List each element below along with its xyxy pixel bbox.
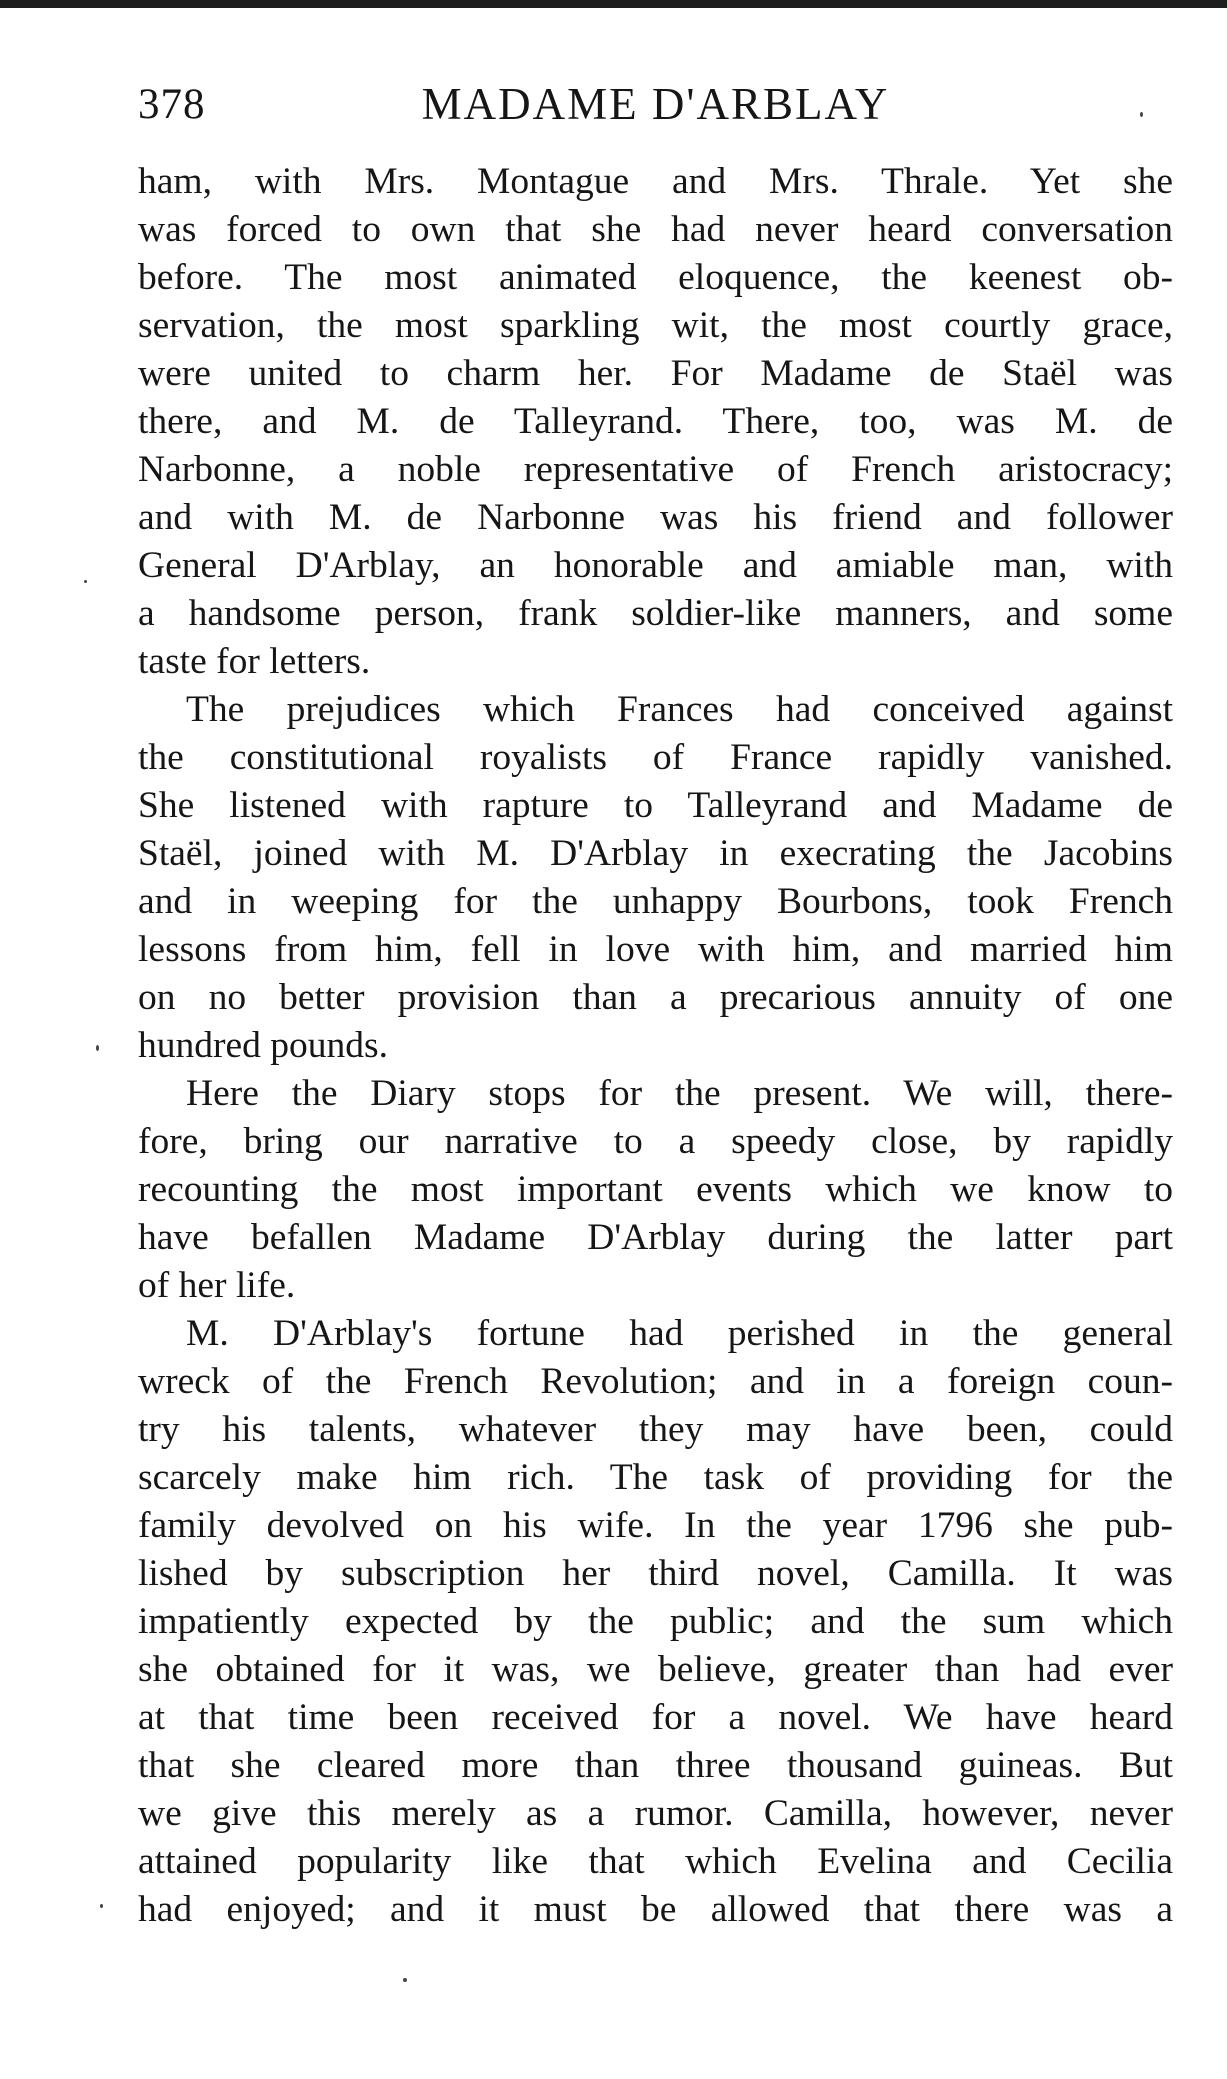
text-line: lessons from him, fell in love with him, and married him xyxy=(138,929,1173,970)
text-line: and in weeping for the unhappy Bourbons, took French xyxy=(138,881,1173,922)
text-line: and with M. de Narbonne was his friend and follower xyxy=(138,497,1173,538)
scan-speck xyxy=(403,1978,407,1982)
paragraph-first-line: Here the Diary stops for the present. We will, there- xyxy=(186,1073,1173,1114)
text-line: servation, the most sparkling wit, the most courtly grace, xyxy=(138,305,1173,346)
scan-speck xyxy=(84,580,87,583)
body-text xyxy=(138,158,1173,1934)
text-line: had enjoyed; and it must be allowed that there was a xyxy=(138,1889,1173,1930)
text-line: we give this merely as a rumor. Camilla, however, never xyxy=(138,1793,1173,1834)
scan-speck xyxy=(100,1904,103,1908)
text-line: ham, with Mrs. Montague and Mrs. Thrale. Yet she xyxy=(138,161,1173,202)
text-line: have befallen Madame D'Arblay during the latter part xyxy=(138,1217,1173,1258)
text-line: lished by subscription her third novel, Camilla. It was xyxy=(138,1553,1173,1594)
text-line: fore, bring our narrative to a speedy close, by rapidly xyxy=(138,1121,1173,1162)
top-edge-rule xyxy=(0,0,1227,8)
text-line: was forced to own that she had never heard conversation xyxy=(138,209,1173,250)
text-line: hundred pounds. xyxy=(138,1025,388,1066)
text-line: that she cleared more than three thousand guineas. But xyxy=(138,1745,1173,1786)
text-line: scarcely make him rich. The task of providing for the xyxy=(138,1457,1173,1498)
paragraph-first-line: The prejudices which Frances had conceived against xyxy=(186,689,1173,730)
paragraph-first-line: M. D'Arblay's fortune had perished in the general xyxy=(186,1313,1173,1354)
text-line: impatiently expected by the public; and the sum which xyxy=(138,1601,1173,1642)
page-header xyxy=(138,78,1173,138)
text-line: were united to charm her. For Madame de Staël was xyxy=(138,353,1173,394)
text-line: taste for letters. xyxy=(138,641,371,682)
text-line: Staël, joined with M. D'Arblay in execrating the Jacobins xyxy=(138,833,1173,874)
text-line: wreck of the French Revolution; and in a foreign coun- xyxy=(138,1361,1173,1402)
text-line: try his talents, whatever they may have been, could xyxy=(138,1409,1173,1450)
text-line: before. The most animated eloquence, the keenest ob- xyxy=(138,257,1173,298)
text-line: attained popularity like that which Evelina and Cecilia xyxy=(138,1841,1173,1882)
text-line: family devolved on his wife. In the year 1796 she pub- xyxy=(138,1505,1173,1546)
text-line: a handsome person, frank soldier-like manners, and some xyxy=(138,593,1173,634)
text-line: recounting the most important events which we know to xyxy=(138,1169,1173,1210)
running-head: MADAME D'ARBLAY xyxy=(421,79,890,129)
scan-speck xyxy=(1140,112,1143,117)
text-line: Narbonne, a noble representative of French aristocracy; xyxy=(138,449,1173,490)
text-line: on no better provision than a precarious annuity of one xyxy=(138,977,1173,1018)
scan-speck xyxy=(96,1045,99,1051)
text-line: of her life. xyxy=(138,1265,296,1306)
text-line: the constitutional royalists of France rapidly vanished. xyxy=(138,737,1173,778)
text-line: at that time been received for a novel. We have heard xyxy=(138,1697,1173,1738)
page-number: 378 xyxy=(138,81,206,128)
text-line: General D'Arblay, an honorable and amiable man, with xyxy=(138,545,1173,586)
text-line: She listened with rapture to Talleyrand and Madame de xyxy=(138,785,1173,826)
text-line: she obtained for it was, we believe, greater than had ever xyxy=(138,1649,1173,1690)
text-line: there, and M. de Talleyrand. There, too, was M. de xyxy=(138,401,1173,442)
